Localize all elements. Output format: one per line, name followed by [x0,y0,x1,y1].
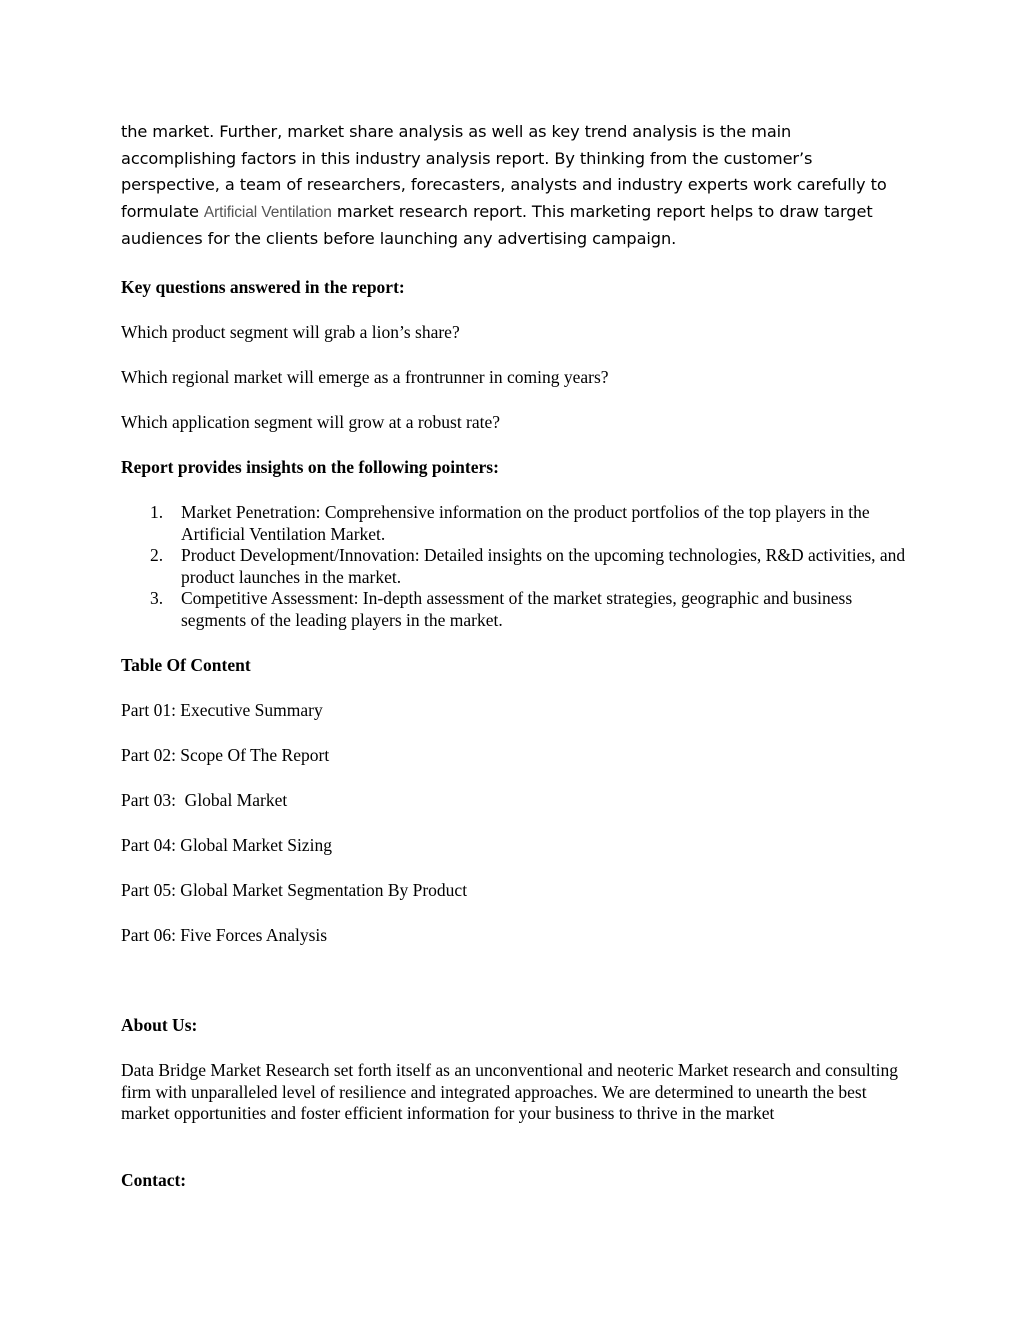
intro-text-before: the market. Further, market share analysis as well as key trend analysis is the main accomplishing factors in this industry analysis report. By thinking from the customer’s perspective, a team of researchers, forecasters, analysts and industry experts work carefully to formulate [121,122,887,221]
insights-list-item [121,502,911,545]
list-item-text: Market Penetration: Comprehensive information on the product portfolios of the top players in the Artificial Ventilation Market. [181,502,870,544]
toc-part: Part 05: Global Market Segmentation By Product [121,880,468,900]
toc-heading: Table Of Content [121,655,251,675]
about-text: Data Bridge Market Research set forth itself as an unconventional and neoteric Market research and consulting firm with unparalleled level of resilience and integrated approaches. We are determined to unearth the best market opportunities and foster efficient information for your business to thrive in the market [121,1060,899,1123]
toc-part: Part 01: Executive Summary [121,700,323,720]
toc-part: Part 02: Scope Of The Report [121,745,330,765]
list-number: 1. [150,502,164,522]
intro-text-after: market research report. This marketing report helps to draw target audiences for the clients before launching any advertising campaign. [121,201,873,248]
toc-part: Part 04: Global Market Sizing [121,835,332,855]
insights-list [121,502,911,631]
intro-paragraph [121,119,911,253]
list-number: 2. [150,545,164,565]
insights-heading: Report provides insights on the following pointers: [121,457,499,477]
toc-part: Part 06: Five Forces Analysis [121,925,328,945]
question-item: Which regional market will emerge as a frontrunner in coming years? [121,367,609,387]
insights-list-item [121,588,911,631]
insights-list-item [121,545,911,588]
list-item-text: Product Development/Innovation: Detailed insights on the upcoming technologies, R&D activities, and product launches in the market. [181,545,906,587]
artificial-ventilation-link[interactable]: Artificial Ventilation [203,203,332,221]
toc-part: Part 03: Global Market [121,790,288,810]
list-number: 3. [150,588,164,608]
list-item-text: Competitive Assessment: In-depth assessment of the market strategies, geographic and business segments of the leading players in the market. [181,588,853,630]
question-item: Which application segment will grow at a robust rate? [121,412,501,432]
question-item: Which product segment will grab a lion’s share? [121,322,460,342]
key-questions-heading: Key questions answered in the report: [121,277,405,297]
contact-heading: Contact: [121,1170,187,1190]
about-heading: About Us: [121,1015,198,1035]
